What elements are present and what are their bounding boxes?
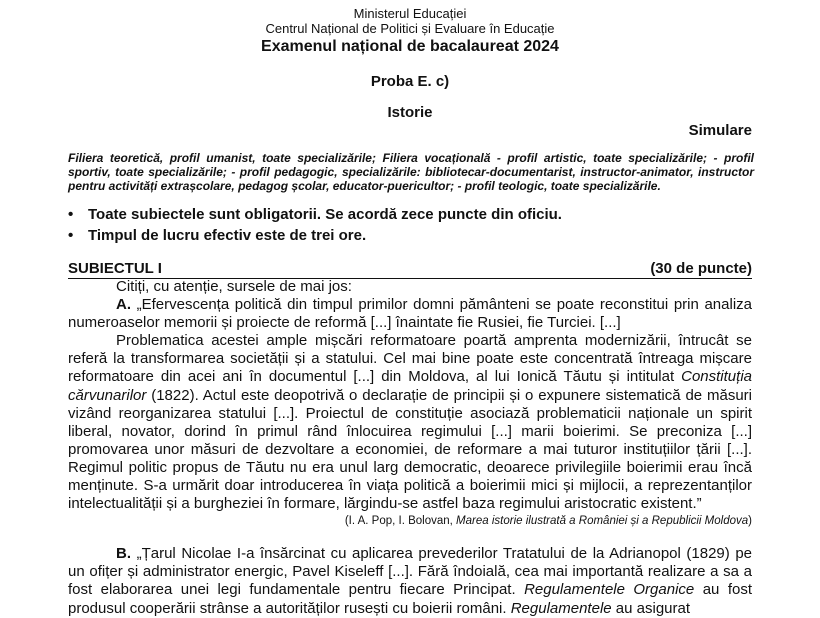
filiera-description: Filiera teoretică, profil umanist, toate specializările; Filiera vocațională - profil artistic, toate specializările; - profil sportiv, toate specializările; - profil pedagogic, specializările: bibliotecar-documentarist, instructor-animator, instructor pentru activități extrașcolare, pedagog școlar, educator-puericultor; - profil teologic, toate specializările. <box>68 151 754 193</box>
source-a-citation <box>68 513 752 529</box>
source-a-paragraph-2 <box>68 332 752 513</box>
sources-intro: Citiți, cu atenție, sursele de mai jos: <box>116 278 352 295</box>
subject-points: (30 de puncte) <box>650 260 752 277</box>
source-b-label: B. <box>116 545 131 563</box>
source-a-text-1: „Efervescența politică din timpul primilor domni pământeni se poate reconstitui prin analiza numeroaselor memorii și proiecte de reformă [...] înaintate fie Rusiei, fie Turciei. [...] <box>68 296 753 332</box>
bullet-icon: • <box>68 206 74 223</box>
source-b-paragraph-1 <box>68 545 752 617</box>
document-header <box>0 6 820 36</box>
session-label: Simulare <box>688 122 752 139</box>
sources-text <box>68 278 752 618</box>
spacer <box>68 529 752 545</box>
source-b-italic-2: Regulamentele <box>510 599 612 617</box>
source-a-italic: Constituția cărvunarilor <box>68 368 752 404</box>
source-a-label: A. <box>116 296 131 314</box>
source-b-text-1: „Țarul Nicolae I-a însărcinat cu aplicarea prevederilor Tratatului de la Adrianopol (1829) pe un ofițer și administrator energic, Pavel Kiseleff [...]. Fără îndoială, cea mai importantă realizare a sa a fost elaborarea unei legi fundamentale pentru fiecare Principat. <box>68 545 753 599</box>
rule-text: Timpul de lucru efectiv este de trei ore. <box>88 227 367 244</box>
exam-title: Examenul național de bacalaureat 2024 <box>261 38 559 55</box>
citation-title: Marea istorie ilustrată a României și a Republicii Moldova <box>456 515 749 528</box>
subject-title: SUBIECTUL I <box>68 260 162 277</box>
citation-end: ) <box>748 515 752 528</box>
bullet-icon: • <box>68 227 74 244</box>
exam-rules-list <box>68 204 754 246</box>
source-b-text-2: au fost produsul cooperării strânse a autorităților rusești cu boierii români. <box>68 581 752 617</box>
subject-name: Istorie <box>387 104 433 121</box>
proba-label: Proba E. c) <box>370 73 450 90</box>
rule-item <box>68 225 754 246</box>
source-a-text-2a: Problematica acestei ample mișcări reformatoare poartă amprenta modernizării, întrucât se referă la transformarea societății și a statului. Cel mai bine poate este concentrată întreaga mișcare reformatoare din acei ani în documentul [...] din Moldova, al lui Ionică Tăutu și intitulat <box>68 332 752 386</box>
source-a-text-2b: (1822). Actul este deopotrivă o declarație de principii și o expunere sistematică de măsuri vizând reorganizarea statului [...]. Proiectul de constituție asociază problematicii naționale un spirit liberal, novator, dorind în primul rând înlocuirea regimului [...] marii boierimi. Se preconiza [...] promovarea unor măsuri de dezvoltare a economiei, de reformare a mai tuturor instituțiilor țării [...]. Regimul politic propus de Tăutu nu era unul larg democratic, deoarece privilegiile boierimii erau încă menținute. S-a urmărit doar introducerea în viața politică a boierimii mici și mijlocii, a reprezentanților intelectualității și a burgheziei în formare, lărgindu-se astfel baza regimului aristocratic existent.” <box>68 386 752 513</box>
ministry-name: Ministerul Educației <box>353 6 467 21</box>
subject-heading <box>68 260 752 279</box>
rule-text: Toate subiectele sunt obligatorii. Se acordă zece puncte din oficiu. <box>88 206 562 223</box>
rule-item <box>68 204 754 225</box>
citation-authors: (I. A. Pop, I. Bolovan, <box>344 515 457 528</box>
source-b-italic-1: Regulamentele Organice <box>524 581 695 599</box>
source-b-text-3: au asigurat <box>611 599 691 617</box>
center-name: Centrul Național de Politici și Evaluare în Educație <box>265 21 555 36</box>
source-a-paragraph-1 <box>68 296 752 332</box>
